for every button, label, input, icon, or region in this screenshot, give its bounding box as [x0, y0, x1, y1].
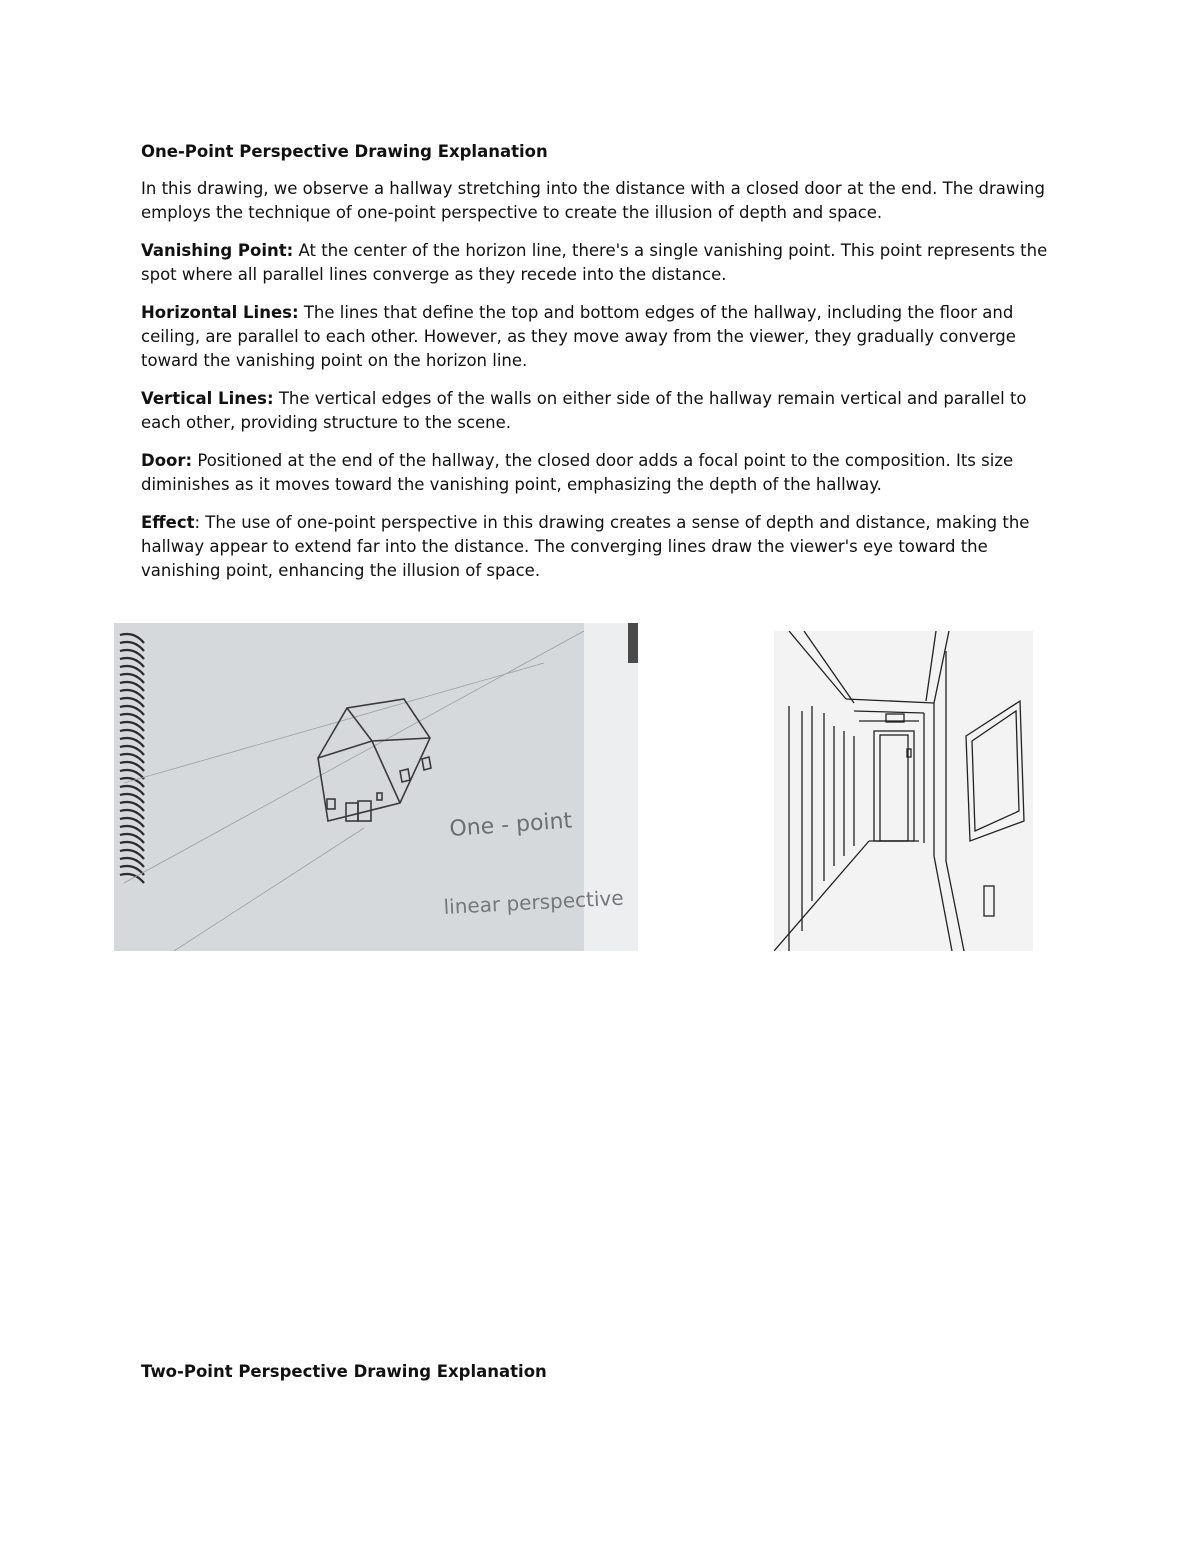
paragraph-effect: [141, 511, 1071, 583]
intro-paragraph: In this drawing, we observe a hallway stretching into the distance with a closed door at the end. The drawing employs the technique of one-point perspective to create the illusion of depth and space.: [141, 179, 1045, 222]
handwriting-line-two: linear perspective: [443, 885, 625, 919]
term-horizontal-lines: Horizontal Lines:: [141, 303, 299, 322]
paragraph-door: [141, 449, 1071, 497]
term-vanishing-point: Vanishing Point:: [141, 241, 294, 260]
section-one-title: One-Point Perspective Drawing Explanation: [141, 142, 548, 161]
house-sketch-photo: [114, 623, 638, 951]
term-door: Door:: [141, 451, 193, 470]
text-vertical-lines: The vertical edges of the walls on either side of the hallway remain vertical and parallel to each other, providing structure to the scene.: [141, 389, 1027, 432]
paragraph-vanishing-point: [141, 239, 1071, 287]
text-horizontal-lines: The lines that define the top and bottom edges of the hallway, including the floor and ceiling, are parallel to each other. However, as they move away from the viewer, they gradually converge toward the vanishing point on the horizon line.: [141, 303, 1016, 370]
handwritten-caption: [114, 623, 638, 951]
hallway-illustration: [774, 631, 1033, 951]
hallway-perspective-drawing: [774, 631, 1033, 951]
section-one: [141, 140, 1071, 597]
text-effect: : The use of one-point perspective in this drawing creates a sense of depth and distance, making the hallway appear to extend far into the distance. The converging lines draw the viewer's eye toward the vanishing point, enhancing the illusion of space.: [141, 513, 1030, 580]
section-two-title: Two-Point Perspective Drawing Explanation: [141, 1362, 547, 1381]
handwriting-line-one: One - point: [448, 808, 573, 842]
term-vertical-lines: Vertical Lines:: [141, 389, 274, 408]
term-effect: Effect: [141, 513, 195, 532]
paragraph-horizontal-lines: [141, 301, 1071, 373]
paragraph-vertical-lines: [141, 387, 1071, 435]
text-door: Positioned at the end of the hallway, the closed door adds a focal point to the composition. Its size diminishes as it moves toward the vanishing point, emphasizing the depth of the hallway.: [141, 451, 1014, 494]
text-vanishing-point: At the center of the horizon line, there's a single vanishing point. This point represents the spot where all parallel lines converge as they recede into the distance.: [141, 241, 1048, 284]
